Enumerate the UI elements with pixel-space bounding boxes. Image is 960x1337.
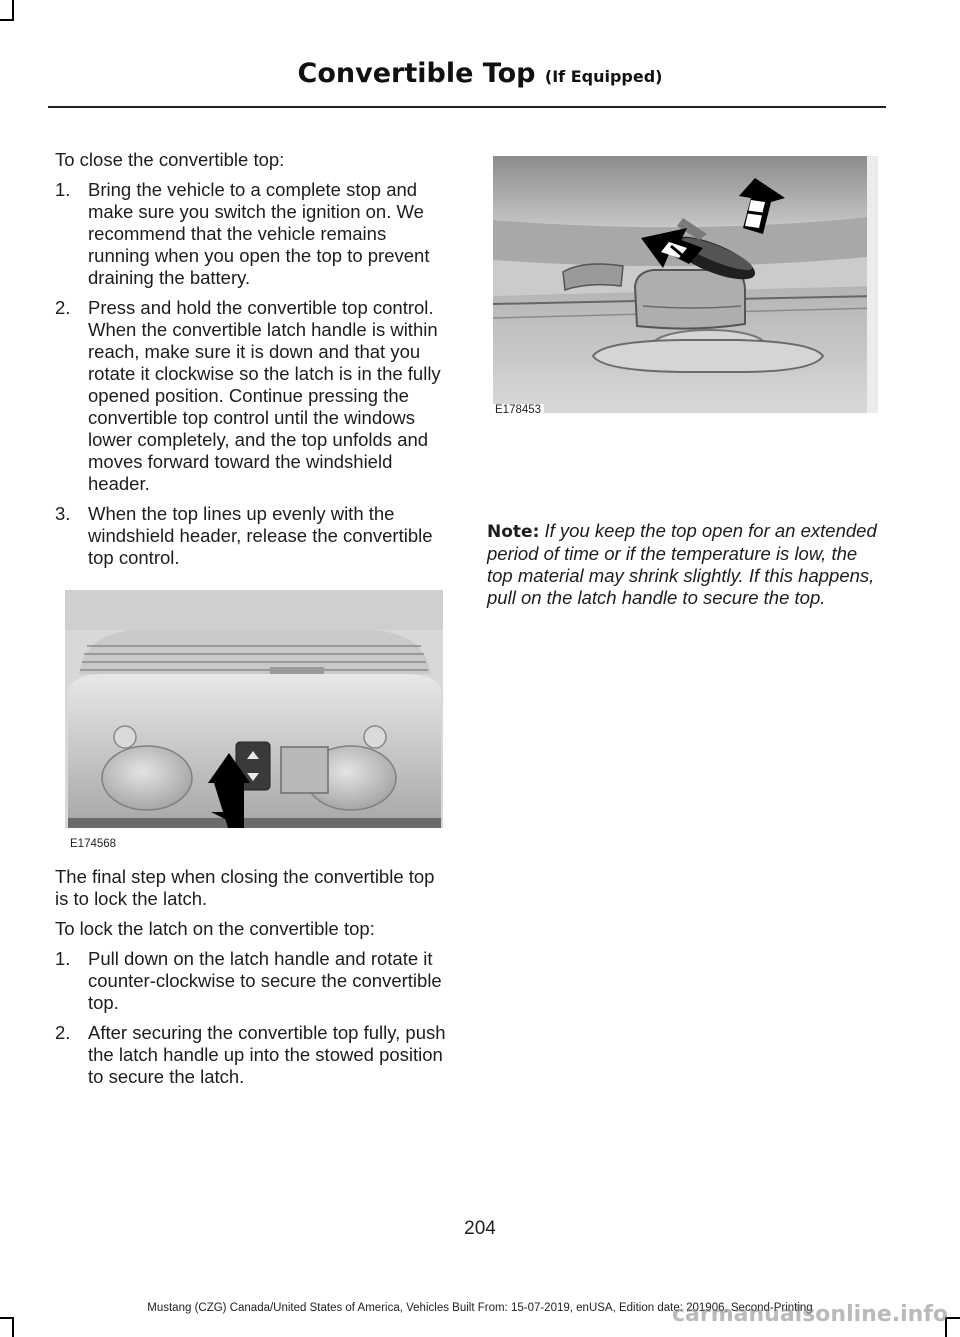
overhead-console-figure [65, 590, 443, 828]
lock-steps-list [55, 948, 450, 1088]
note-label: Note: [487, 522, 540, 542]
page-title-text: Convertible Top [297, 58, 536, 89]
step-number: 2. [55, 297, 71, 318]
step-text: When the top lines up evenly with the windshield header, release the convertible top control. [88, 503, 433, 568]
step-text: Pull down on the latch handle and rotate it counter-clockwise to secure the convertible top. [88, 948, 442, 1013]
final-step-text: The final step when closing the convertible top is to lock the latch. [55, 866, 435, 909]
note-block [487, 520, 885, 617]
list-item [55, 503, 450, 569]
page-number: 204 [464, 1218, 496, 1239]
latch-handle-illustration [493, 156, 878, 413]
list-item [55, 948, 450, 1014]
figure-label: E174568 [70, 838, 117, 850]
crop-mark [12, 1317, 14, 1337]
step-number: 3. [55, 503, 71, 524]
close-steps-list [55, 179, 450, 569]
list-item [55, 1022, 450, 1088]
close-intro: To close the convertible top: [55, 149, 285, 170]
figure-label: E178453 [492, 404, 544, 416]
crop-mark [0, 19, 14, 21]
step-text: Bring the vehicle to a complete stop and make sure you switch the ignition on. We recommend that the vehicle remains running when you open the top to prevent draining the battery. [88, 179, 430, 288]
note-paragraph [487, 520, 885, 609]
step-number: 1. [55, 948, 71, 969]
footer-text: Mustang (CZG) Canada/United States of America, Vehicles Built From: 15-07-2019, enUSA, Edition date: 201906, Second-Printing [147, 1302, 813, 1314]
step-text: Press and hold the convertible top control. When the convertible latch handle is within reach, make sure it is down and that you rotate it clockwise so the latch is in the fully opened position. Continue pressing the convertible top control until the windows lower completely, and the top unfolds and moves forward toward the windshield header. [88, 297, 441, 494]
step-number: 2. [55, 1022, 71, 1043]
list-item [55, 297, 450, 495]
page-title-suffix: (If Equipped) [544, 67, 663, 86]
lock-intro: To lock the latch on the convertible top: [55, 918, 375, 939]
note-text: If you keep the top open for an extended period of time or if the temperature is low, the top material may shrink slightly. If this happens, pull on the latch handle to secure the top. [487, 520, 877, 608]
overhead-console-illustration [65, 590, 443, 828]
list-item [55, 179, 450, 289]
crop-mark [12, 0, 14, 20]
crop-mark [0, 1317, 14, 1319]
header-rule [48, 106, 886, 108]
latch-handle-figure [493, 156, 878, 413]
step-text: After securing the convertible top fully, push the latch handle up into the stowed position to secure the latch. [88, 1022, 446, 1087]
page-title [0, 58, 960, 89]
step-number: 1. [55, 179, 71, 200]
left-column-top [55, 149, 450, 577]
left-column-bottom [55, 866, 450, 1096]
watermark: carmanualsonline.info [672, 1302, 948, 1327]
